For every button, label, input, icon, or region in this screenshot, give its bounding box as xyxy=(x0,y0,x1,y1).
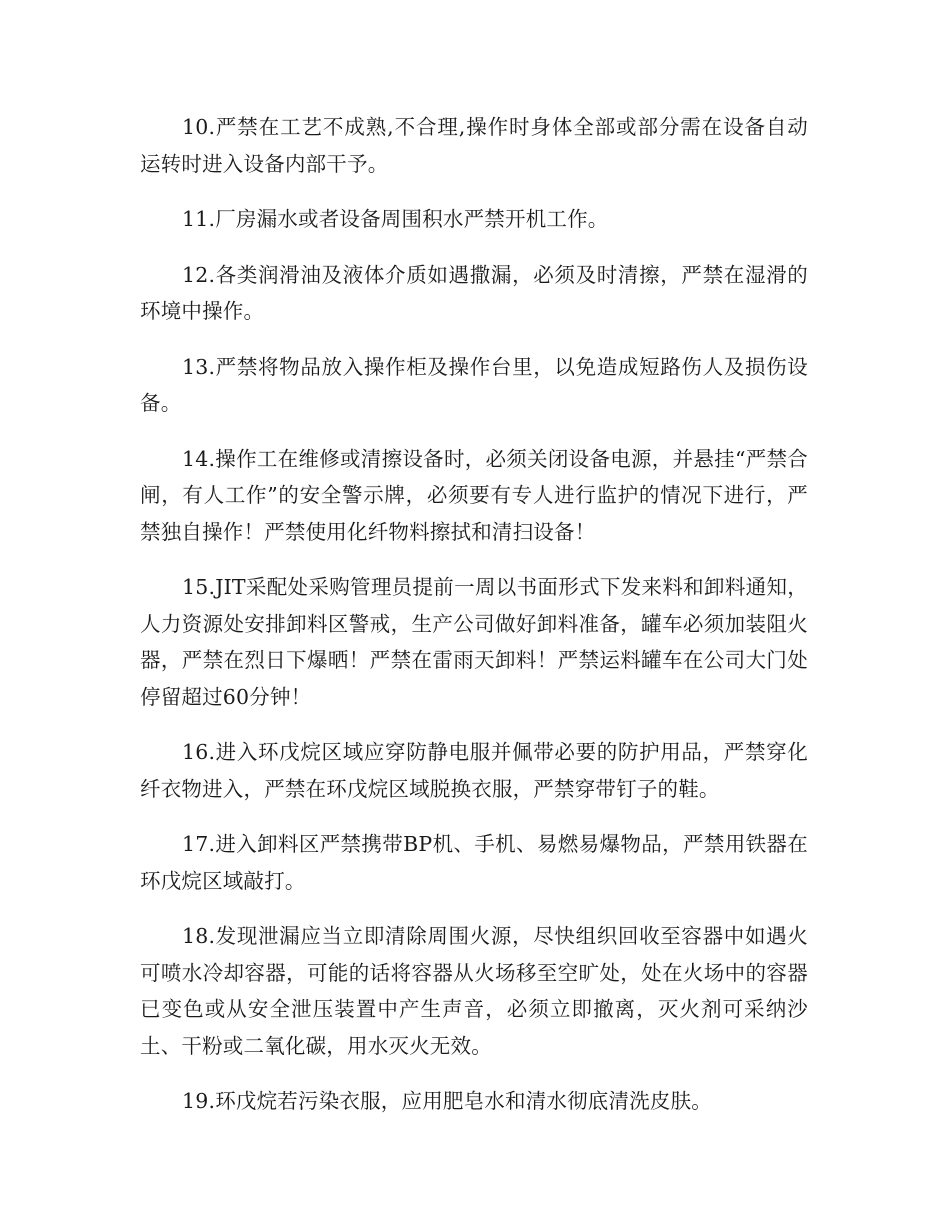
paragraph-item-16: 16.进入环戊烷区域应穿防静电服并佩带必要的防护用品，严禁穿化纤衣物进入，严禁在环戊烷区域脱换衣服，严禁穿带钉子的鞋。 xyxy=(140,740,808,801)
paragraph-item-14: 14.操作工在维修或清擦设备时，必须关闭设备电源，并悬挂“严禁合闸，有人工作”的安全警示牌，必须要有专人进行监护的情况下进行，严禁独自操作！严禁使用化纤物料擦拭和清扫设备！ xyxy=(140,446,808,544)
document-body xyxy=(140,109,808,1139)
paragraph-item-12: 12.各类润滑油及液体介质如遇撒漏，必须及时清擦，严禁在湿滑的环境中操作。 xyxy=(140,262,808,323)
paragraph-item-18: 18.发现泄漏应当立即清除周围火源，尽快组织回收至容器中如遇火可喷水冷却容器，可能的话将容器从火场移至空旷处，处在火场中的容器已变色或从安全泄压装置中产生声音，必须立即撤离，灭火剂可采纳沙土、干粉或二氧化碳，用水灭火无效。 xyxy=(140,924,808,1058)
paragraph-item-19: 19.环戊烷若污染衣服，应用肥皂水和清水彻底清洗皮肤。 xyxy=(182,1089,713,1113)
paragraph-item-15: 15.JIT采配处采购管理员提前一周以书面形式下发来料和卸料通知，人力资源处安排卸料区警戒，生产公司做好卸料准备，罐车必须加装阻火器，严禁在烈日下爆晒！严禁在雷雨天卸料！严禁运料罐车在公司大门处停留超过60分钟！ xyxy=(140,575,808,709)
paragraph-item-13: 13.严禁将物品放入操作柜及操作台里，以免造成短路伤人及损伤设备。 xyxy=(140,354,808,415)
paragraph-item-17: 17.进入卸料区严禁携带BP机、手机、易燃易爆物品，严禁用铁器在环戊烷区域敲打。 xyxy=(140,832,808,893)
paragraph-item-11: 11.厂房漏水或者设备周围积水严禁开机工作。 xyxy=(182,207,609,231)
paragraph-item-10: 10.严禁在工艺不成熟,不合理,操作时身体全部或部分需在设备自动运转时进入设备内部干予。 xyxy=(140,115,808,176)
